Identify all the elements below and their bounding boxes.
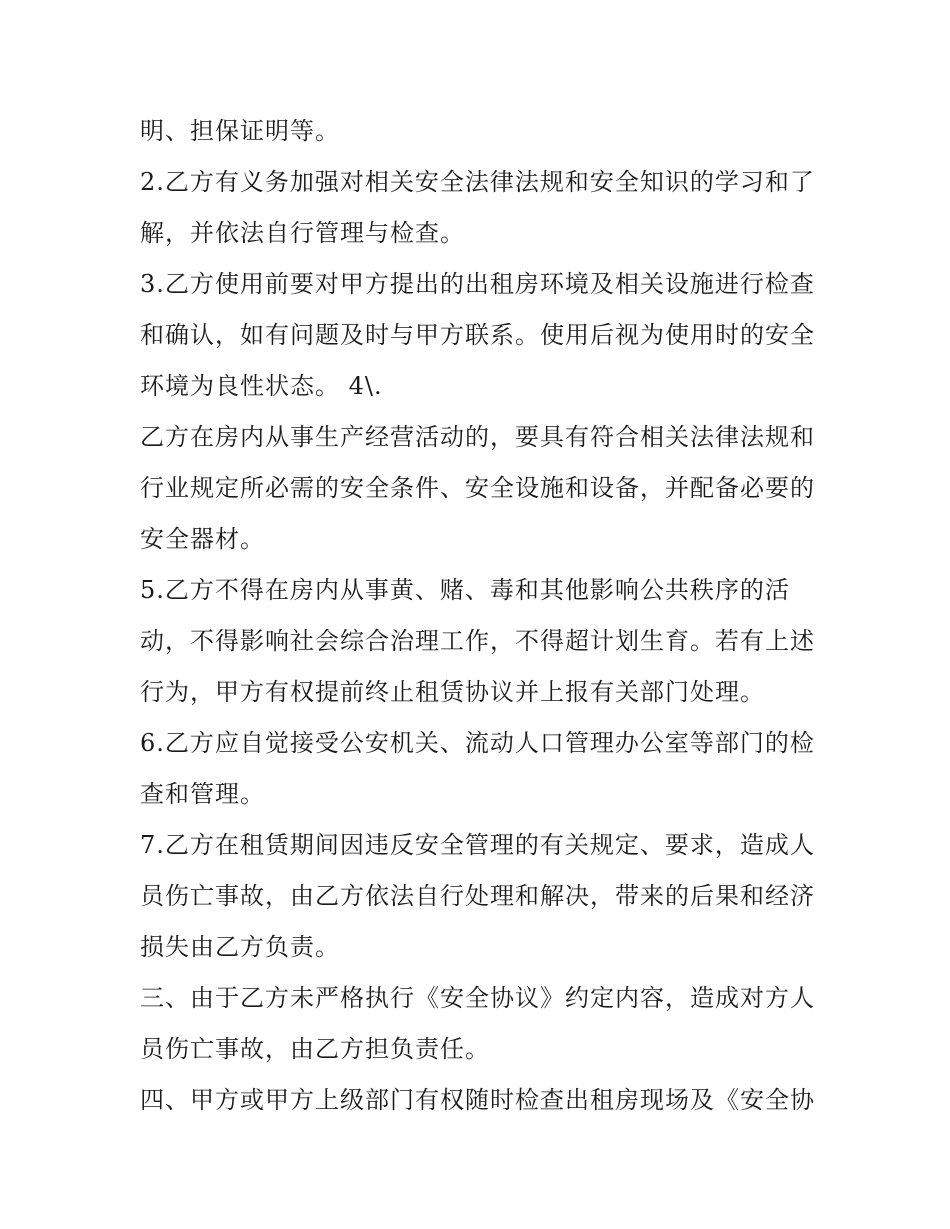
- text-line: 5.乙方不得在房内从事黄、赌、毒和其他影响公共秩序的活: [140, 576, 790, 604]
- text-line: 行业规定所必需的安全条件、安全设施和设备，并配备必要的: [140, 474, 815, 502]
- text-line: 环境为良性状态。 4\.: [140, 372, 383, 400]
- text-line: 和确认，如有问题及时与甲方联系。使用后视为使用时的安全: [140, 321, 815, 349]
- text-line: 7.乙方在租赁期间因违反安全管理的有关规定、要求，造成人: [140, 831, 815, 859]
- document-body: [140, 106, 820, 1126]
- text-line: 6.乙方应自觉接受公安机关、流动人口管理办公室等部门的检: [140, 729, 815, 757]
- text-line: 3.乙方使用前要对甲方提出的出租房环境及相关设施进行检查: [140, 270, 815, 298]
- text-line: 乙方在房内从事生产经营活动的，要具有符合相关法律法规和: [140, 423, 815, 451]
- text-line: 解，并依法自行管理与检查。: [140, 219, 465, 247]
- text-line: 查和管理。: [140, 780, 265, 808]
- text-line: 四、甲方或甲方上级部门有权随时检查出租房现场及《安全协: [140, 1086, 815, 1114]
- text-line: 员伤亡事故，由乙方依法自行处理和解决，带来的后果和经济: [140, 882, 815, 910]
- text-line: 动，不得影响社会综合治理工作，不得超计划生育。若有上述: [140, 627, 815, 655]
- text-line: 损失由乙方负责。: [140, 933, 340, 961]
- text-line: 2.乙方有义务加强对相关安全法律法规和安全知识的学习和了: [140, 168, 815, 196]
- text-line: 员伤亡事故，由乙方担负责任。: [140, 1035, 490, 1063]
- text-line: 明、担保证明等。: [140, 117, 340, 145]
- text-line: 行为，甲方有权提前终止租赁协议并上报有关部门处理。: [140, 678, 765, 706]
- text-line: 安全器材。: [140, 525, 265, 553]
- text-line: 三、由于乙方未严格执行《安全协议》约定内容，造成对方人: [140, 984, 815, 1012]
